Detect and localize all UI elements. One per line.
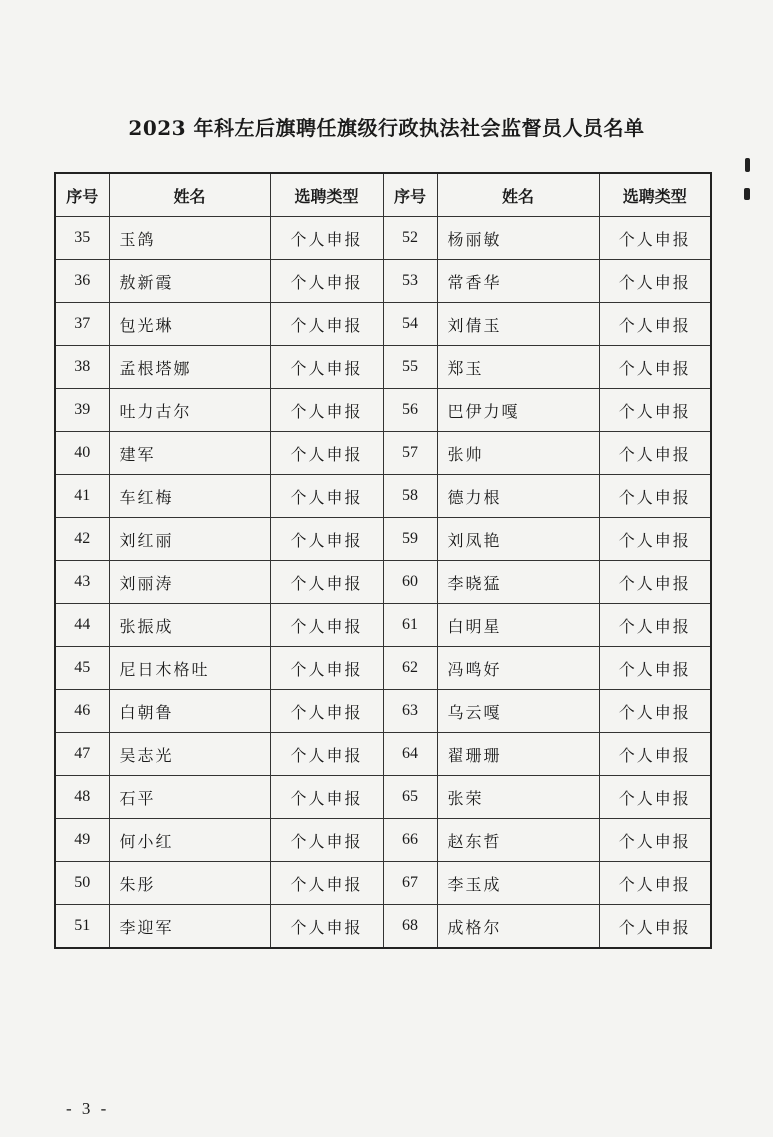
serial-cell: 36 <box>55 260 109 303</box>
name-cell: 李晓猛 <box>437 561 599 604</box>
serial-cell: 56 <box>383 389 437 432</box>
table-row <box>55 819 711 862</box>
header-name: 姓名 <box>109 173 270 217</box>
name-cell: 朱彤 <box>109 862 270 905</box>
serial-cell: 45 <box>55 647 109 690</box>
name-cell: 吴志光 <box>109 733 270 776</box>
name-cell: 刘凤艳 <box>437 518 599 561</box>
serial-cell: 53 <box>383 260 437 303</box>
header-serial: 序号 <box>383 173 437 217</box>
type-cell: 个人申报 <box>270 733 383 776</box>
table-row <box>55 733 711 776</box>
name-cell: 冯鸣好 <box>437 647 599 690</box>
table-row <box>55 905 711 949</box>
table-row <box>55 475 711 518</box>
serial-cell: 58 <box>383 475 437 518</box>
table-row <box>55 690 711 733</box>
type-cell: 个人申报 <box>270 346 383 389</box>
serial-cell: 37 <box>55 303 109 346</box>
table-row <box>55 518 711 561</box>
type-cell: 个人申报 <box>270 475 383 518</box>
table-row <box>55 862 711 905</box>
type-cell: 个人申报 <box>599 733 711 776</box>
type-cell: 个人申报 <box>599 346 711 389</box>
serial-cell: 43 <box>55 561 109 604</box>
name-cell: 何小红 <box>109 819 270 862</box>
table-row <box>55 389 711 432</box>
name-cell: 刘倩玉 <box>437 303 599 346</box>
type-cell: 个人申报 <box>270 604 383 647</box>
header-name: 姓名 <box>437 173 599 217</box>
serial-cell: 42 <box>55 518 109 561</box>
serial-cell: 40 <box>55 432 109 475</box>
table-row <box>55 346 711 389</box>
name-cell: 李迎军 <box>109 905 270 949</box>
table-header-row <box>55 173 711 217</box>
type-cell: 个人申报 <box>599 389 711 432</box>
type-cell: 个人申报 <box>270 561 383 604</box>
serial-cell: 55 <box>383 346 437 389</box>
serial-cell: 62 <box>383 647 437 690</box>
name-cell: 白朝鲁 <box>109 690 270 733</box>
name-cell: 玉鸽 <box>109 217 270 260</box>
name-cell: 吐力古尔 <box>109 389 270 432</box>
type-cell: 个人申报 <box>599 260 711 303</box>
name-cell: 赵东哲 <box>437 819 599 862</box>
name-cell: 包光琳 <box>109 303 270 346</box>
name-cell: 张帅 <box>437 432 599 475</box>
header-type: 选聘类型 <box>270 173 383 217</box>
type-cell: 个人申报 <box>270 647 383 690</box>
serial-cell: 49 <box>55 819 109 862</box>
scan-edge-mark <box>745 158 750 172</box>
name-cell: 巴伊力嘎 <box>437 389 599 432</box>
type-cell: 个人申报 <box>599 647 711 690</box>
serial-cell: 66 <box>383 819 437 862</box>
serial-cell: 68 <box>383 905 437 949</box>
type-cell: 个人申报 <box>599 475 711 518</box>
name-cell: 张荣 <box>437 776 599 819</box>
table-row <box>55 647 711 690</box>
table-row <box>55 776 711 819</box>
type-cell: 个人申报 <box>270 389 383 432</box>
type-cell: 个人申报 <box>270 819 383 862</box>
type-cell: 个人申报 <box>270 690 383 733</box>
serial-cell: 39 <box>55 389 109 432</box>
serial-cell: 64 <box>383 733 437 776</box>
table-row <box>55 217 711 260</box>
table-row <box>55 303 711 346</box>
scan-edge-mark <box>744 188 750 200</box>
table-row <box>55 561 711 604</box>
type-cell: 个人申报 <box>599 518 711 561</box>
name-cell: 建军 <box>109 432 270 475</box>
name-cell: 常香华 <box>437 260 599 303</box>
serial-cell: 51 <box>55 905 109 949</box>
type-cell: 个人申报 <box>599 432 711 475</box>
type-cell: 个人申报 <box>599 690 711 733</box>
serial-cell: 54 <box>383 303 437 346</box>
serial-cell: 63 <box>383 690 437 733</box>
type-cell: 个人申报 <box>270 518 383 561</box>
type-cell: 个人申报 <box>599 819 711 862</box>
serial-cell: 46 <box>55 690 109 733</box>
serial-cell: 35 <box>55 217 109 260</box>
type-cell: 个人申报 <box>599 217 711 260</box>
type-cell: 个人申报 <box>599 862 711 905</box>
type-cell: 个人申报 <box>599 604 711 647</box>
type-cell: 个人申报 <box>270 217 383 260</box>
name-cell: 乌云嘎 <box>437 690 599 733</box>
name-cell: 张振成 <box>109 604 270 647</box>
serial-cell: 60 <box>383 561 437 604</box>
serial-cell: 48 <box>55 776 109 819</box>
type-cell: 个人申报 <box>270 905 383 949</box>
serial-cell: 52 <box>383 217 437 260</box>
serial-cell: 47 <box>55 733 109 776</box>
type-cell: 个人申报 <box>599 303 711 346</box>
serial-cell: 61 <box>383 604 437 647</box>
name-cell: 翟珊珊 <box>437 733 599 776</box>
serial-cell: 44 <box>55 604 109 647</box>
name-cell: 郑玉 <box>437 346 599 389</box>
serial-cell: 50 <box>55 862 109 905</box>
serial-cell: 65 <box>383 776 437 819</box>
serial-cell: 57 <box>383 432 437 475</box>
name-cell: 德力根 <box>437 475 599 518</box>
name-cell: 敖新霞 <box>109 260 270 303</box>
name-cell: 石平 <box>109 776 270 819</box>
table-row <box>55 260 711 303</box>
type-cell: 个人申报 <box>270 260 383 303</box>
type-cell: 个人申报 <box>270 862 383 905</box>
name-cell: 孟根塔娜 <box>109 346 270 389</box>
name-cell: 刘丽涛 <box>109 561 270 604</box>
page-number: - 3 - <box>66 1099 110 1118</box>
type-cell: 个人申报 <box>270 776 383 819</box>
type-cell: 个人申报 <box>599 905 711 949</box>
name-cell: 白明星 <box>437 604 599 647</box>
name-cell: 刘红丽 <box>109 518 270 561</box>
serial-cell: 67 <box>383 862 437 905</box>
name-cell: 杨丽敏 <box>437 217 599 260</box>
header-type: 选聘类型 <box>599 173 711 217</box>
roster-table <box>54 172 712 949</box>
name-cell: 成格尔 <box>437 905 599 949</box>
header-serial: 序号 <box>55 173 109 217</box>
serial-cell: 59 <box>383 518 437 561</box>
serial-cell: 41 <box>55 475 109 518</box>
serial-cell: 38 <box>55 346 109 389</box>
type-cell: 个人申报 <box>270 303 383 346</box>
type-cell: 个人申报 <box>599 776 711 819</box>
table-row <box>55 432 711 475</box>
table-body <box>55 217 711 949</box>
page-title: 2023 年科左后旗聘任旗级行政执法社会监督员人员名单 <box>128 116 645 140</box>
table-row <box>55 604 711 647</box>
type-cell: 个人申报 <box>599 561 711 604</box>
name-cell: 车红梅 <box>109 475 270 518</box>
type-cell: 个人申报 <box>270 432 383 475</box>
name-cell: 尼日木格吐 <box>109 647 270 690</box>
name-cell: 李玉成 <box>437 862 599 905</box>
